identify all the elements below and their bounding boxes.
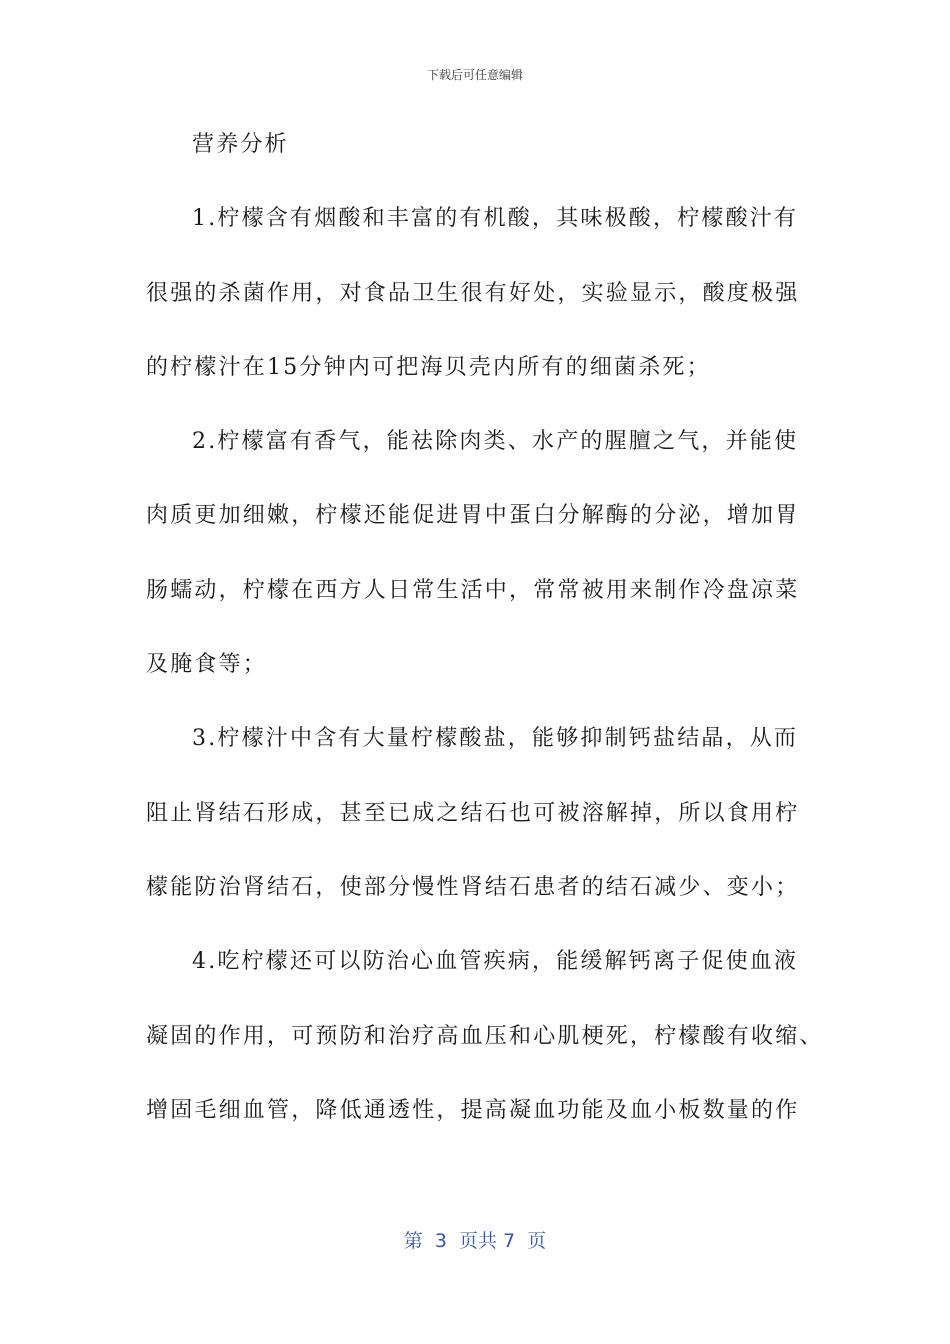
paragraph-line: 2.柠檬富有香气，能祛除肉类、水产的腥膻之气，并能使 (192, 429, 799, 455)
paragraph-line: 檬能防治肾结石，使部分慢性肾结石患者的结石减少、变小； (146, 874, 800, 900)
paragraph-line: 肉质更加细嫩，柠檬还能促进胃中蛋白分解酶的分泌，增加胃 (146, 503, 800, 529)
paragraph-line: 3.柠檬汁中含有大量柠檬酸盐，能够抑制钙盐结晶，从而 (192, 726, 799, 752)
paragraph-line: 4.吃柠檬还可以防治心血管疾病，能缓解钙离子促使血液 (192, 949, 799, 975)
paragraph-line: 凝固的作用，可预防和治疗高血压和心肌梗死，柠檬酸有收缩、 (146, 1023, 824, 1049)
document-body (146, 126, 826, 1166)
section-heading: 营养分析 (192, 132, 289, 157)
paragraph-line: 很强的杀菌作用，对食品卫生很有好处，实验显示，酸度极强 (146, 280, 800, 306)
paragraph-line: 及腌食等； (146, 652, 268, 678)
paragraph-line: 肠蠕动，柠檬在西方人日常生活中，常常被用来制作冷盘凉菜 (146, 577, 800, 603)
page-header-note: 下载后可任意编辑 (426, 68, 523, 82)
paragraph-line: 增固毛细血管，降低通透性，提高凝血功能及血小板数量的作 (146, 1097, 800, 1123)
page-number-footer: 第 3 页共 7 页 (403, 1230, 547, 1252)
paragraph-line: 的柠檬汁在15分钟内可把海贝壳内所有的细菌杀死； (146, 354, 711, 380)
paragraph-line: 阻止肾结石形成，甚至已成之结石也可被溶解掉，所以食用柠 (146, 800, 800, 826)
paragraph-line: 1.柠檬含有烟酸和丰富的有机酸，其味极酸，柠檬酸汁有 (192, 206, 799, 232)
